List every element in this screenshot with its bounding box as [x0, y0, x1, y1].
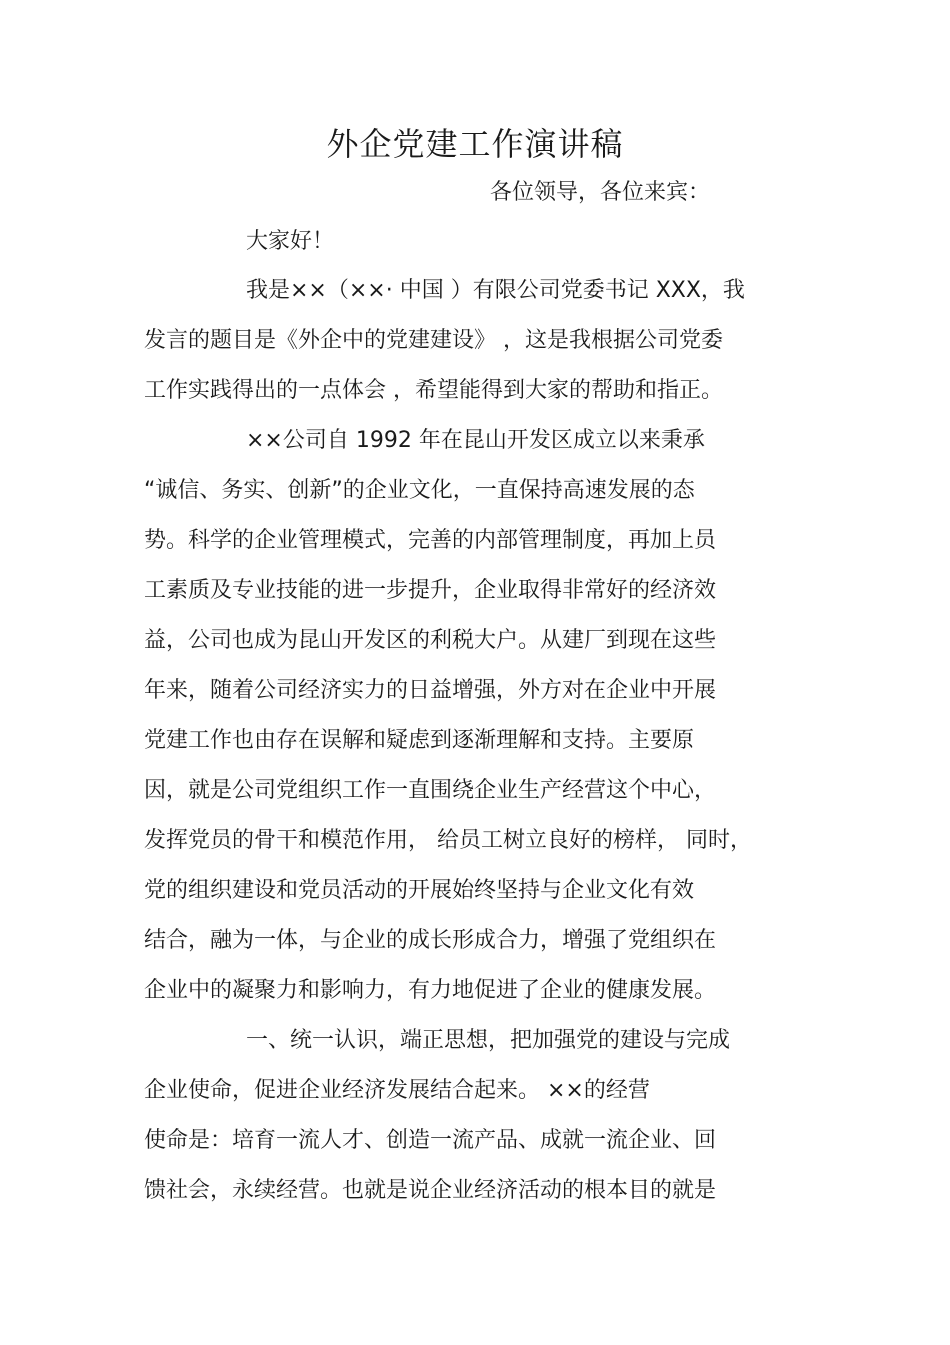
- paragraph-line: 势。科学的企业管理模式，完善的内部管理制度，再加上员: [144, 528, 717, 553]
- paragraph-line: 企业中的凝聚力和影响力，有力地促进了企业的健康发展。: [144, 978, 717, 1003]
- paragraph-line: 工作实践得出的一点体会 ，希望能得到大家的帮助和指正。: [144, 378, 723, 403]
- paragraph-line: 我是××（××· 中国 ）有限公司党委书记 XXX，我: [246, 278, 745, 303]
- paragraph-line: 发挥党员的骨干和模范作用， 给员工树立良好的榜样， 同时，: [144, 828, 752, 853]
- paragraph-line: ××公司自 1992 年在昆山开发区成立以来秉承: [246, 428, 705, 453]
- section-heading-line: 一、统一认识，端正思想，把加强党的建设与完成: [246, 1028, 731, 1053]
- paragraph-line: 发言的题目是《外企中的党建建设》 ，这是我根据公司党委: [144, 328, 723, 353]
- document-title: 外企党建工作演讲稿: [326, 125, 624, 163]
- paragraph-line: 益，公司也成为昆山开发区的利税大户。从建厂到现在这些: [144, 628, 717, 653]
- greeting-line: 大家好！: [246, 229, 335, 254]
- paragraph-line: 结合，融为一体，与企业的成长形成合力，增强了党组织在: [144, 928, 717, 953]
- salutation-line: 各位领导，各位来宾：: [490, 180, 711, 205]
- paragraph-line: 企业使命，促进企业经济发展结合起来。 ××的经营: [144, 1078, 650, 1103]
- paragraph-line: “诚信、务实、创新”的企业文化，一直保持高速发展的态: [144, 478, 695, 503]
- paragraph-line: 工素质及专业技能的进一步提升，企业取得非常好的经济效: [144, 578, 717, 603]
- paragraph-line: 年来，随着公司经济实力的日益增强，外方对在企业中开展: [144, 678, 717, 703]
- paragraph-line: 使命是：培育一流人才、创造一流产品、成就一流企业、回: [144, 1128, 717, 1153]
- paragraph-line: 党的组织建设和党员活动的开展始终坚持与企业文化有效: [144, 878, 695, 903]
- paragraph-line: 因，就是公司党组织工作一直围绕企业生产经营这个中心，: [144, 778, 717, 803]
- paragraph-line: 党建工作也由存在误解和疑虑到逐渐理解和支持。主要原: [144, 728, 695, 753]
- paragraph-line: 馈社会，永续经营。也就是说企业经济活动的根本目的就是: [144, 1178, 717, 1203]
